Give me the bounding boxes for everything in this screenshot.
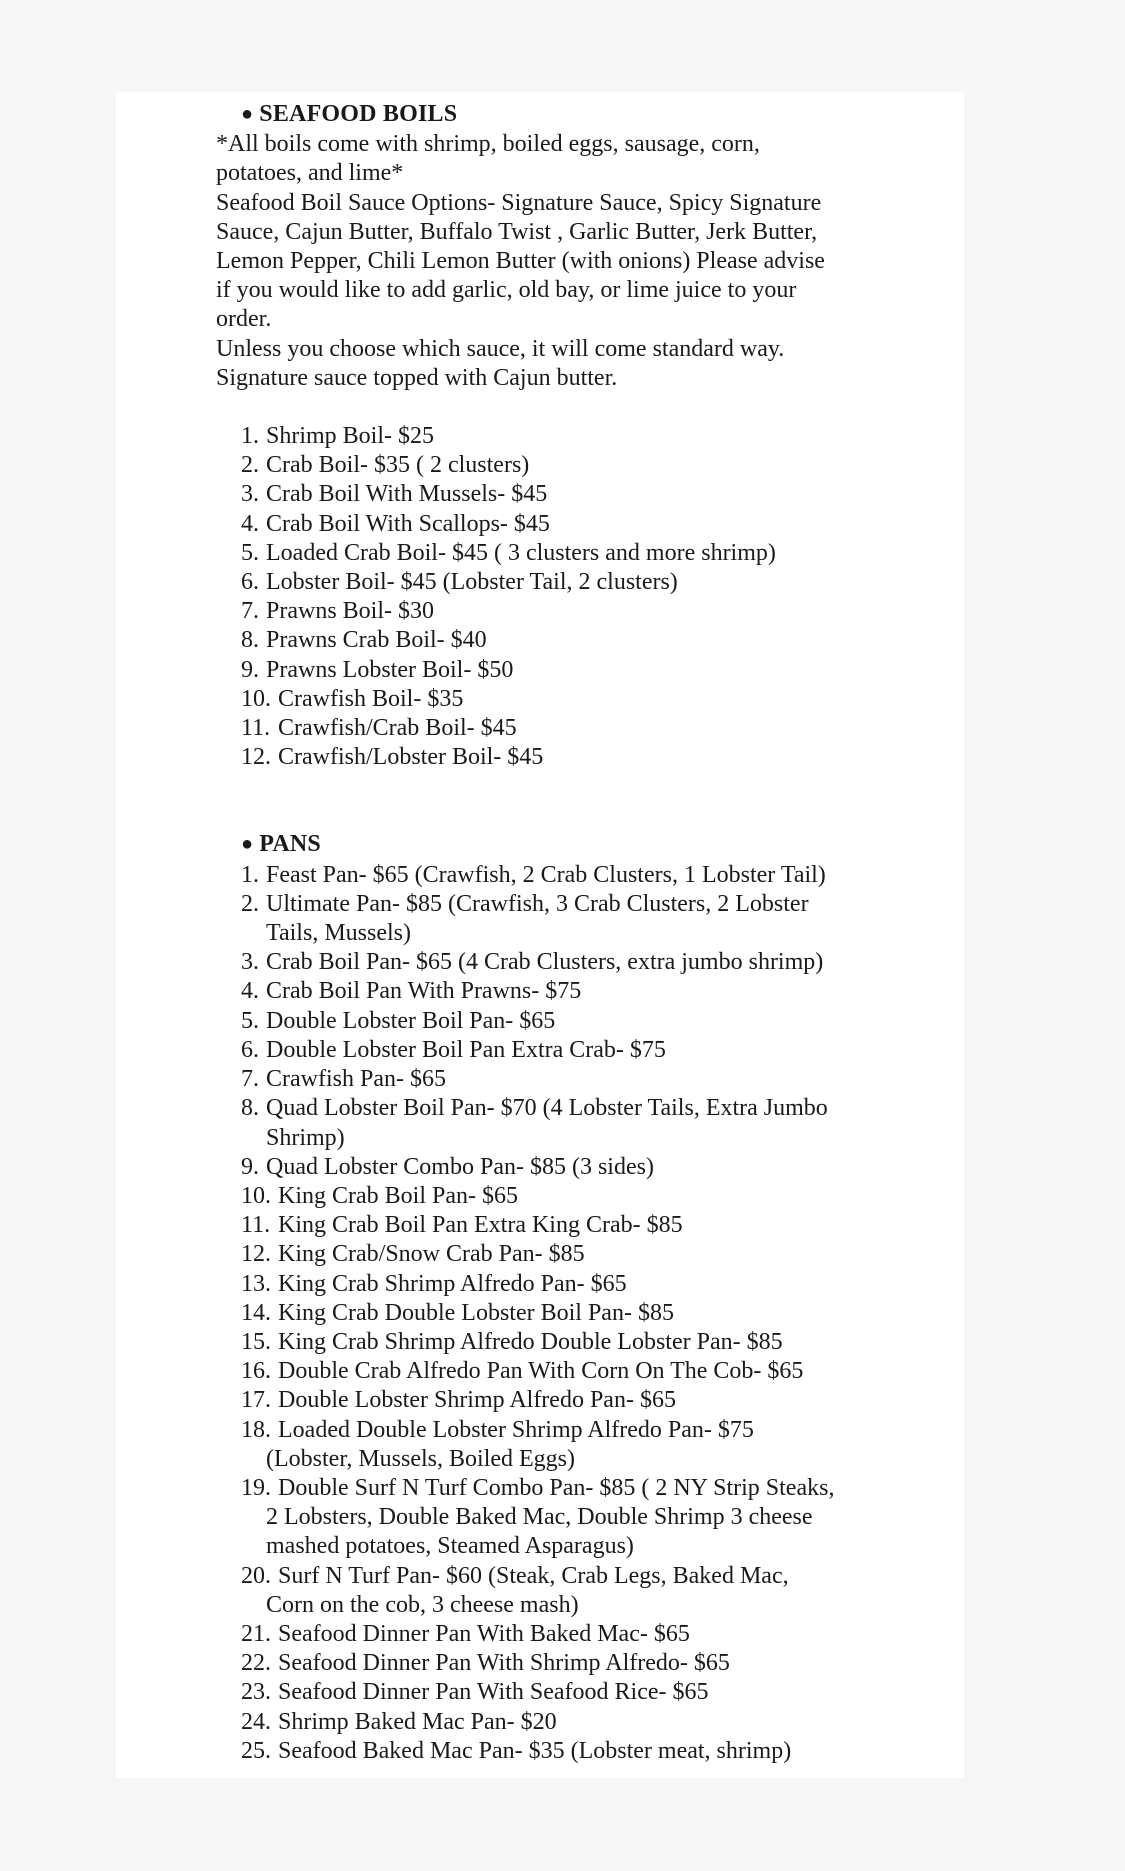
item-number: 2. — [241, 452, 259, 479]
list-item — [216, 1036, 956, 1065]
item-number: 9. — [241, 656, 259, 683]
item-text: Crab Boil Pan With Prawns- $75 — [266, 978, 582, 1005]
item-number: 8. — [241, 627, 259, 654]
item-number: 12. — [241, 744, 271, 771]
item-number: 7. — [241, 1066, 259, 1093]
item-text: Double Surf N Turf Combo Pan- $85 ( 2 NY Strip Steaks, — [278, 1474, 835, 1501]
item-number: 13. — [241, 1270, 271, 1297]
item-text: Crawfish/Crab Boil- $45 — [278, 715, 517, 742]
intro-line: Seafood Boil Sauce Options- Signature Sauce, Spicy Signature — [216, 189, 822, 216]
item-number: 25. — [241, 1737, 271, 1764]
list-item — [216, 1299, 956, 1328]
item-text: King Crab Boil Pan Extra King Crab- $85 — [278, 1212, 683, 1239]
list-item — [216, 743, 956, 772]
item-text: 2 Lobsters, Double Baked Mac, Double Shrimp 3 cheese — [266, 1504, 813, 1531]
list-item — [216, 1474, 956, 1562]
list-item — [216, 1094, 956, 1152]
list-item — [216, 422, 956, 451]
seafood-boils-heading: ● SEAFOOD BOILS — [241, 101, 458, 127]
list-item — [216, 1708, 956, 1737]
pans-heading: ● PANS — [241, 831, 321, 858]
item-text: Loaded Double Lobster Shrimp Alfredo Pan- $75 — [278, 1416, 754, 1443]
item-number: 21. — [241, 1620, 271, 1647]
item-text: Lobster Boil- $45 (Lobster Tail, 2 clusters) — [266, 569, 678, 596]
item-number: 8. — [241, 1095, 259, 1122]
list-item — [216, 1562, 956, 1620]
item-text: Shrimp Boil- $25 — [266, 423, 435, 450]
menu-content — [216, 100, 956, 1766]
list-item — [216, 1065, 956, 1094]
list-item — [216, 1737, 956, 1766]
list-item — [216, 1240, 956, 1269]
item-number: 3. — [241, 949, 259, 976]
item-text: Ultimate Pan- $85 (Crawfish, 3 Crab Clusters, 2 Lobster — [266, 890, 809, 917]
list-item — [216, 451, 956, 480]
item-number: 6. — [241, 569, 259, 596]
item-number: 3. — [241, 481, 259, 508]
list-item — [216, 714, 956, 743]
list-item — [216, 480, 956, 509]
seafood-boils-intro — [216, 130, 956, 393]
list-item — [216, 626, 956, 655]
list-item — [216, 539, 956, 568]
item-text: Shrimp Baked Mac Pan- $20 — [278, 1708, 557, 1735]
item-text: Double Lobster Shrimp Alfredo Pan- $65 — [278, 1387, 676, 1414]
item-text: Crawfish Pan- $65 — [266, 1066, 446, 1093]
item-text: Double Lobster Boil Pan Extra Crab- $75 — [266, 1036, 666, 1063]
intro-line: potatoes, and lime* — [216, 160, 404, 187]
list-item — [216, 1328, 956, 1357]
item-number: 7. — [241, 598, 259, 625]
list-item — [216, 1649, 956, 1678]
item-text: Prawns Lobster Boil- $50 — [266, 656, 514, 683]
item-text: King Crab Boil Pan- $65 — [278, 1182, 518, 1209]
item-text: Crawfish Boil- $35 — [278, 685, 464, 712]
list-item — [216, 1153, 956, 1182]
item-number: 12. — [241, 1241, 271, 1268]
list-item — [216, 1007, 956, 1036]
item-number: 4. — [241, 510, 259, 537]
item-number: 4. — [241, 978, 259, 1005]
item-number: 14. — [241, 1299, 271, 1326]
item-text: King Crab/Snow Crab Pan- $85 — [278, 1241, 585, 1268]
item-text: Crab Boil With Mussels- $45 — [266, 481, 548, 508]
item-text: Prawns Crab Boil- $40 — [266, 627, 487, 654]
intro-line: Unless you choose which sauce, it will come standard way. — [216, 335, 785, 362]
list-item — [216, 1270, 956, 1299]
pans-list — [216, 861, 956, 1766]
item-text: Loaded Crab Boil- $45 ( 3 clusters and more shrimp) — [266, 539, 776, 566]
list-item — [216, 1211, 956, 1240]
item-text: Prawns Boil- $30 — [266, 598, 434, 625]
item-number: 23. — [241, 1679, 271, 1706]
item-text: Shrimp) — [266, 1124, 345, 1151]
item-text: Seafood Dinner Pan With Shrimp Alfredo- $65 — [278, 1650, 730, 1677]
item-text: Crab Boil- $35 ( 2 clusters) — [266, 452, 530, 479]
item-text: Corn on the cob, 3 cheese mash) — [266, 1591, 579, 1618]
item-number: 6. — [241, 1036, 259, 1063]
list-item — [216, 597, 956, 626]
item-text: Feast Pan- $65 (Crawfish, 2 Crab Clusters, 1 Lobster Tail) — [266, 861, 826, 888]
menu-page — [116, 92, 964, 1778]
list-item — [216, 1357, 956, 1386]
item-text: Surf N Turf Pan- $60 (Steak, Crab Legs, Baked Mac, — [278, 1562, 789, 1589]
list-item — [216, 568, 956, 597]
item-number: 5. — [241, 539, 259, 566]
item-text: Double Crab Alfredo Pan With Corn On The Cob- $65 — [278, 1358, 804, 1385]
item-text: King Crab Double Lobster Boil Pan- $85 — [278, 1299, 674, 1326]
item-number: 17. — [241, 1387, 271, 1414]
list-item — [216, 861, 956, 890]
intro-line: Signature sauce topped with Cajun butter. — [216, 364, 618, 391]
item-number: 15. — [241, 1328, 271, 1355]
list-item — [216, 948, 956, 977]
list-item — [216, 977, 956, 1006]
item-text: mashed potatoes, Steamed Asparagus) — [266, 1533, 634, 1560]
item-number: 19. — [241, 1474, 271, 1501]
item-number: 1. — [241, 423, 259, 450]
list-item — [216, 1620, 956, 1649]
item-number: 20. — [241, 1562, 271, 1589]
item-number: 16. — [241, 1358, 271, 1385]
item-number: 18. — [241, 1416, 271, 1443]
item-number: 1. — [241, 861, 259, 888]
list-item — [216, 1386, 956, 1415]
list-item — [216, 656, 956, 685]
list-item — [216, 890, 956, 948]
list-item — [216, 1182, 956, 1211]
item-number: 11. — [241, 1212, 271, 1239]
item-number: 10. — [241, 685, 271, 712]
item-number: 11. — [241, 715, 271, 742]
intro-line: order. — [216, 306, 272, 333]
list-item — [216, 1678, 956, 1707]
list-item — [216, 1416, 956, 1474]
item-number: 24. — [241, 1708, 271, 1735]
list-item — [216, 510, 956, 539]
item-text: Seafood Baked Mac Pan- $35 (Lobster meat, shrimp) — [278, 1737, 792, 1764]
item-text: Quad Lobster Boil Pan- $70 (4 Lobster Tails, Extra Jumbo — [266, 1095, 828, 1122]
intro-line: Lemon Pepper, Chili Lemon Butter (with onions) Please advise — [216, 248, 825, 275]
item-number: 22. — [241, 1650, 271, 1677]
item-text: Crab Boil With Scallops- $45 — [266, 510, 550, 537]
item-text: Tails, Mussels) — [266, 920, 411, 947]
item-text: Double Lobster Boil Pan- $65 — [266, 1007, 556, 1034]
item-number: 5. — [241, 1007, 259, 1034]
item-text: Crawfish/Lobster Boil- $45 — [278, 744, 544, 771]
item-number: 9. — [241, 1153, 259, 1180]
item-text: Seafood Dinner Pan With Seafood Rice- $65 — [278, 1679, 709, 1706]
item-text: Crab Boil Pan- $65 (4 Crab Clusters, extra jumbo shrimp) — [266, 949, 824, 976]
intro-line: *All boils come with shrimp, boiled eggs, sausage, corn, — [216, 131, 760, 158]
intro-line: if you would like to add garlic, old bay, or lime juice to your — [216, 277, 797, 304]
seafood-boils-list — [216, 422, 956, 772]
item-text: Quad Lobster Combo Pan- $85 (3 sides) — [266, 1153, 654, 1180]
bullet-icon: ● — [241, 833, 254, 856]
bullet-icon: ● — [241, 103, 254, 125]
item-text: King Crab Shrimp Alfredo Double Lobster Pan- $85 — [278, 1328, 783, 1355]
item-text: (Lobster, Mussels, Boiled Eggs) — [266, 1445, 576, 1472]
item-number: 2. — [241, 890, 259, 917]
item-text: Seafood Dinner Pan With Baked Mac- $65 — [278, 1620, 690, 1647]
intro-line: Sauce, Cajun Butter, Buffalo Twist , Garlic Butter, Jerk Butter, — [216, 218, 818, 245]
item-number: 10. — [241, 1182, 271, 1209]
item-text: King Crab Shrimp Alfredo Pan- $65 — [278, 1270, 627, 1297]
list-item — [216, 685, 956, 714]
